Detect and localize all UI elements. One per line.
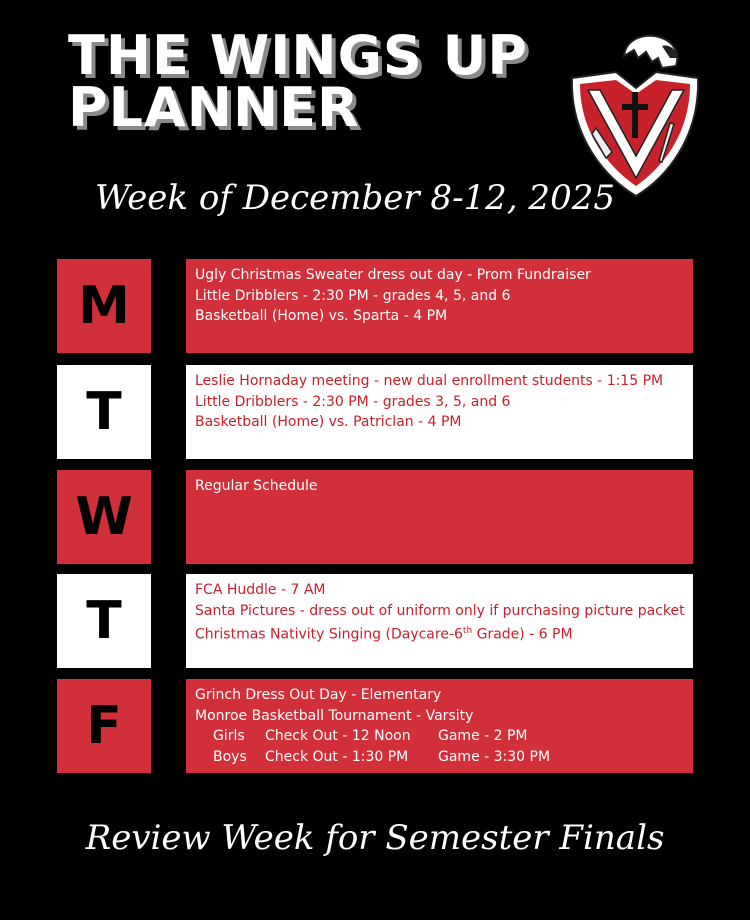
week-heading: Week of December 8-12, 2025	[95, 178, 615, 218]
footer-text: Review Week for Semester Finals	[85, 818, 665, 858]
event-text: Grade) - 6 PM	[472, 626, 573, 643]
event-line: Leslie Hornaday meeting - new dual enrollment students - 1:15 PM	[195, 373, 664, 389]
schedule-row-boys	[195, 747, 693, 768]
title-line-1: THE WINGS UP	[68, 24, 529, 87]
schedule-game: Game - 2 PM	[438, 728, 528, 744]
day-letter-thursday: T	[57, 574, 151, 668]
event-line: Little Dribblers - 2:30 PM - grades 3, 5, and 6	[195, 393, 511, 410]
title-line-2: PLANNER	[68, 76, 360, 139]
event-line: Santa Pictures - dress out of uniform only if purchasing picture packet	[195, 602, 685, 619]
page-title	[68, 24, 529, 139]
schedule-group: Girls	[213, 728, 245, 744]
schedule-group: Boys	[213, 748, 247, 765]
day-events-friday	[186, 679, 693, 773]
day-events-tuesday	[186, 365, 693, 459]
day-events-wednesday	[186, 470, 693, 564]
event-line: Ugly Christmas Sweater dress out day - Prom Fundraiser	[195, 267, 591, 283]
day-row-thursday	[57, 574, 693, 668]
schedule-row-girls	[195, 726, 693, 747]
schedule-game: Game - 3:30 PM	[438, 748, 551, 765]
day-events-thursday	[186, 574, 693, 668]
event-line: Monroe Basketball Tournament - Varsity	[195, 707, 474, 724]
schedule-checkout: Check Out - 12 Noon	[265, 728, 411, 744]
day-letter-wednesday: W	[57, 470, 151, 564]
event-line: Regular Schedule	[195, 478, 318, 494]
ordinal-suffix: th	[462, 626, 473, 636]
day-letter-friday: F	[57, 679, 151, 773]
day-row-tuesday	[57, 365, 693, 459]
crest-logo	[566, 28, 704, 198]
event-line: Little Dribblers - 2:30 PM - grades 4, 5, and 6	[195, 287, 511, 304]
day-letter-tuesday: T	[57, 365, 151, 459]
event-line: Basketball (Home) vs. Sparta - 4 PM	[195, 308, 448, 324]
day-events-monday	[186, 259, 693, 353]
event-text: Christmas Nativity Singing (Daycare-6	[195, 626, 463, 643]
day-row-friday	[57, 679, 693, 773]
day-row-wednesday	[57, 470, 693, 564]
event-line: Basketball (Home) vs. Patriclan - 4 PM	[195, 414, 462, 430]
event-line	[195, 621, 693, 645]
day-row-monday	[57, 259, 693, 353]
event-line: FCA Huddle - 7 AM	[195, 582, 326, 598]
event-line: Grinch Dress Out Day - Elementary	[195, 687, 442, 703]
day-letter-monday: M	[57, 259, 151, 353]
schedule-checkout: Check Out - 1:30 PM	[265, 748, 409, 765]
